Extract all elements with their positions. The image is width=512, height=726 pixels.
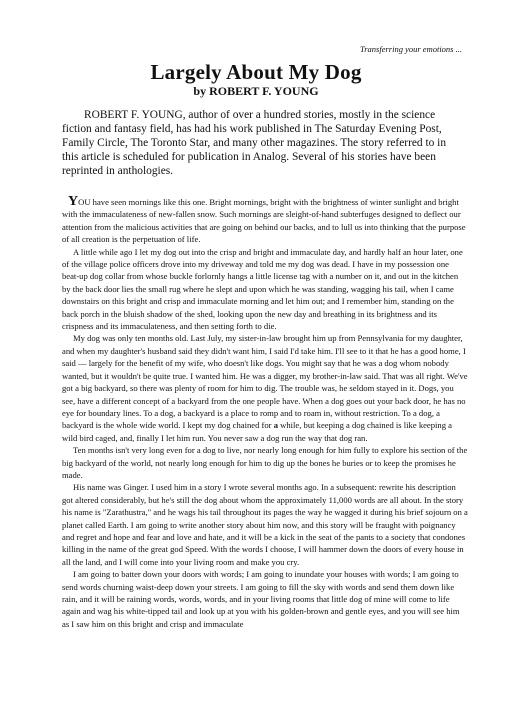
paragraph-3-text-a: My dog was only ten months old. Last July, my sister-in-law brought him up from Pennsylvania for my daughter, and when my daughter's husband said they didn't want him, I said I'd take him. I'll see to it that he has a good home, I said — largely for the benefit of my wife, who doesn't like dogs. You might say that he was a dog whom nobody wanted, but it wouldn't be quite true. I wanted him. He was a digger, my brother-in-law said. That was all right. We've got a big backyard, so there was plenty of room for him to dig. The trouble was, he seldom stayed in it. Dogs, you see, have a different concept of a backyard from the one people have. When a dog goes out your back door, he has no eye for boundary lines. To a dog, a backyard is a place to romp and to roam in, without restriction. To a dog, a backyard is the whole wide world. I kept my dog chained for: [62, 333, 468, 431]
article-body: [62, 196, 468, 630]
drop-cap: Y: [68, 194, 79, 209]
paragraph-2: A little while ago I let my dog out into the crisp and bright and immaculate day, and hardly half an hour later, one of the village police officers drove into my driveway and told me my dog was dead. I have in my possession one beat-up dog collar from whose buckle forlornly hangs a little license tag with a number on it, and out in the kitchen by the back door lies the small rug where he slept and upon which he was standing, wagging his tail, when I came downstairs on this bright and crisp and immaculate morning and let him out; and I remember him, standing on the back porch in the bluish shadow of the shed, looking upon the new day and breathing in its brightness and its crispness and its immaculateness, and then setting forth to die.: [62, 246, 463, 332]
paragraph-4: Ten months isn't very long even for a dog to live, nor nearly long enough for him fully to explore his section of the big backyard of the world, not nearly long enough for him to dig up the bones he buries or to keep the promises he made.: [62, 445, 468, 480]
paragraph-5: His name was Ginger. I used him in a story I wrote several months ago. In a subsequent: rewrite his description got altered considerably, but he's still the dog about whom the approximately 11,000 words are all about. In the story his name is "Zarathustra," and he wags his tail throughout its pages the way he wagged it during his brief sojourn on a planet called Earth. I am going to write another story about him now, and this story will be fraught with poignancy and regret and hope and fear and love and hate, and it will be a kick in the seat of the pants to a society that condones killing in the name of the great god Speed. With the words I choose, I will hammer down the doors of every house in all the land, and I will come into your living room and make you cry.: [62, 482, 468, 567]
paragraph-1: [62, 196, 468, 246]
tagline: Transferring your emotions ...: [359, 44, 462, 54]
article-title: Largely About My Dog: [150, 60, 362, 84]
author-intro: ROBERT F. YOUNG, author of over a hundred stories, mostly in the science fiction and fantasy field, has had his work published in The Saturday Evening Post, Family Circle, The Toronto Star, and many other magazines. The story referred to in this article is scheduled for publication in Analog. Several of his stories have been reprinted in anthologies.: [62, 109, 447, 177]
paragraph-6: I am going to batter down your doors with words; I am going to inundate your houses with words; I am going to send words churning waist-deep down your streets. I am going to fill the sky with words and send them down like rain, and it will be raining words, words, words, and in your living rooms that little dog of mine will come to life again and wag his white-tipped tail and look up at you with his golden-brown and gentle eyes, and you will see him as I saw him on this bright and crisp and immaculate: [62, 569, 460, 629]
paragraph-3-bold-a: a: [273, 420, 278, 431]
paragraph-3-text-b: while, but keeping a dog chained is like keeping a wild bird caged, and, finally I let him run. You never saw a dog run the way that dog ran.: [62, 420, 452, 443]
paragraph-1-text: OU have seen mornings like this one. Bright mornings, bright with the brightness of winter sunlight and bright with the immaculateness of new-fallen snow. Such mornings are sleight-of-hand subterfuges designed to deflect our attention from the malicious activities that are going on behind our backs, and to lull us into thinking that the purpose of all creation is the perpetuation of life.: [62, 197, 466, 245]
byline: by ROBERT F. YOUNG: [193, 84, 319, 98]
paragraph-3: [62, 332, 468, 444]
